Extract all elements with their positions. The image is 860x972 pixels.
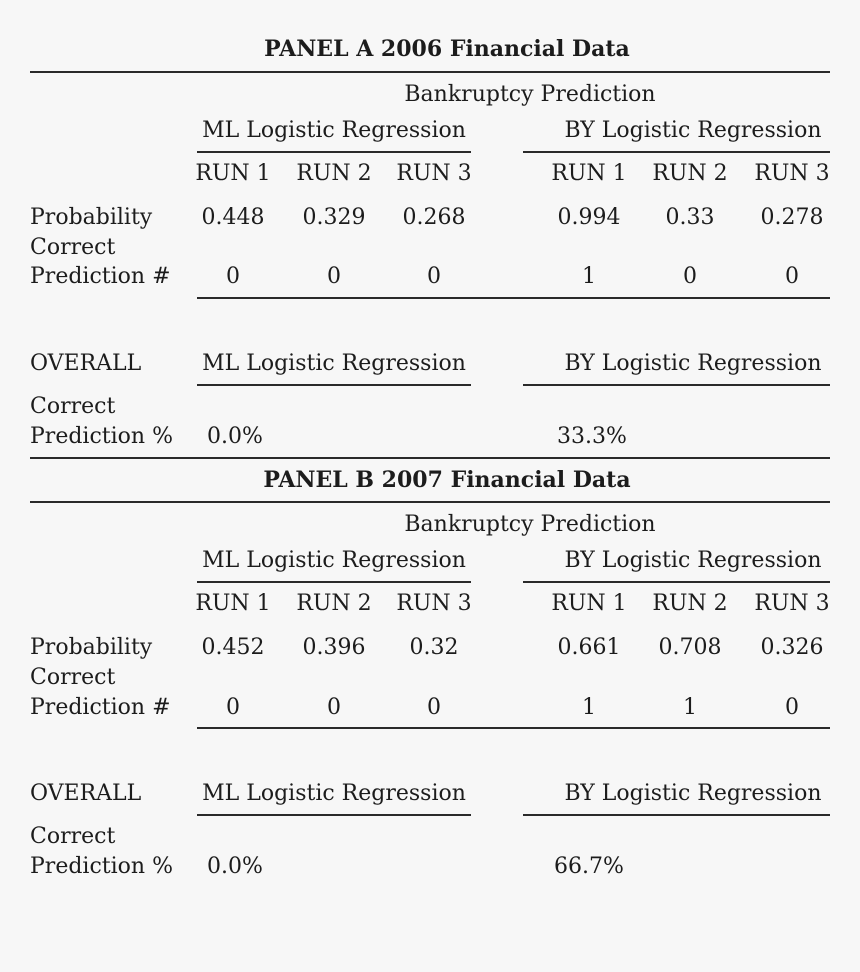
run-header: RUN 3 [396,591,472,616]
top-rule [30,501,830,503]
run-header: RUN 3 [396,161,472,186]
row-label-prediction-count: Prediction # [30,695,171,720]
correct-count-cell: 0 [226,264,240,289]
run-header: RUN 2 [296,161,372,186]
by-logistic-regression-overall: BY Logistic Regression [564,351,822,376]
run-header: RUN 2 [652,591,728,616]
row-label-prediction-count: Prediction # [30,264,171,289]
ml-logistic-regression-overall: ML Logistic Regression [202,781,466,806]
overall-label: OVERALL [30,781,142,806]
row-label-correct: Correct [30,235,116,260]
pct-label-correct: Correct [30,824,116,849]
probability-cell: 0.268 [402,205,466,230]
probability-cell: 0.329 [302,205,366,230]
by-group-rule [523,151,830,153]
probability-cell: 0.452 [201,635,265,660]
ml-overall-rule [197,814,471,816]
by-logistic-regression-overall: BY Logistic Regression [564,781,822,806]
run-header: RUN 2 [296,591,372,616]
probability-cell: 0.661 [557,635,621,660]
probability-cell: 0.396 [302,635,366,660]
pct-label-correct: Correct [30,394,116,419]
bankruptcy-prediction-header: Bankruptcy Prediction [404,512,656,537]
ml-correct-pct: 0.0% [207,424,263,449]
panel-title: PANEL A 2006 Financial Data [264,36,630,62]
correct-count-cell: 1 [683,695,697,720]
probability-cell: 0.278 [760,205,824,230]
probability-cell: 0.708 [658,635,722,660]
bankruptcy-prediction-header: Bankruptcy Prediction [404,82,656,107]
correct-count-cell: 1 [582,695,596,720]
correct-count-cell: 0 [327,264,341,289]
ml-overall-rule [197,384,471,386]
probability-cell: 0.448 [201,205,265,230]
table-rule [197,727,830,729]
by-correct-pct: 33.3% [557,424,627,449]
correct-count-cell: 0 [683,264,697,289]
correct-count-cell: 0 [226,695,240,720]
row-label-probability: Probability [30,635,153,660]
run-header: RUN 1 [551,591,627,616]
ml-correct-pct: 0.0% [207,854,263,879]
run-header: RUN 3 [754,591,830,616]
correct-count-cell: 1 [582,264,596,289]
run-header: RUN 2 [652,161,728,186]
probability-cell: 0.994 [557,205,621,230]
pct-label-prediction: Prediction % [30,854,173,879]
correct-count-cell: 0 [785,695,799,720]
panel-title: PANEL B 2007 Financial Data [263,467,631,493]
run-header: RUN 1 [195,161,271,186]
top-rule [30,71,830,73]
ml-group-rule [197,151,471,153]
pct-label-prediction: Prediction % [30,424,173,449]
overall-label: OVERALL [30,351,142,376]
ml-group-rule [197,581,471,583]
correct-count-cell: 0 [427,264,441,289]
correct-count-cell: 0 [785,264,799,289]
by-overall-rule [523,814,830,816]
panel-separator-rule [30,457,830,459]
run-header: RUN 1 [551,161,627,186]
correct-count-cell: 0 [327,695,341,720]
run-header: RUN 1 [195,591,271,616]
by-overall-rule [523,384,830,386]
correct-count-cell: 0 [427,695,441,720]
ml-logistic-regression-overall: ML Logistic Regression [202,351,466,376]
run-header: RUN 3 [754,161,830,186]
by-group-rule [523,581,830,583]
ml-logistic-regression-header: ML Logistic Regression [202,118,466,143]
by-correct-pct: 66.7% [554,854,624,879]
by-logistic-regression-header: BY Logistic Regression [564,548,822,573]
probability-cell: 0.33 [665,205,715,230]
table-rule [197,297,830,299]
probability-cell: 0.32 [409,635,459,660]
row-label-correct: Correct [30,665,116,690]
probability-cell: 0.326 [760,635,824,660]
ml-logistic-regression-header: ML Logistic Regression [202,548,466,573]
row-label-probability: Probability [30,205,153,230]
by-logistic-regression-header: BY Logistic Regression [564,118,822,143]
